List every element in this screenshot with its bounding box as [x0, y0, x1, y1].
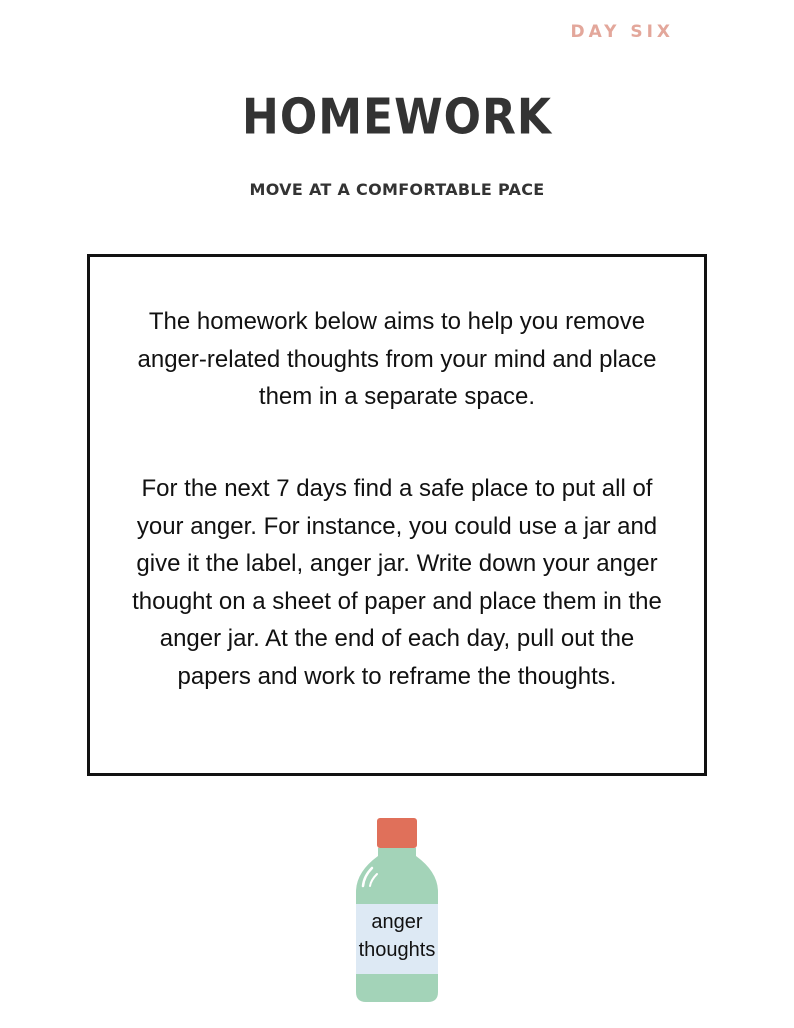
bottle-label-text	[349, 908, 445, 964]
bottle-label-line-2: thoughts	[358, 939, 436, 961]
instructions-paragraph-2: For the next 7 days find a safe place to put all of your anger. For instance, you could use a jar and give it the label, anger jar. Write down your anger thought on a sheet of paper and place them in the anger jar. At the end of each day, pull out the papers and work to reframe the thoughts.	[132, 475, 662, 690]
bottle-label-line-1: anger	[371, 911, 423, 933]
day-label: DAY SIX	[570, 22, 674, 42]
bottle-cap	[377, 818, 417, 848]
page-title: HOMEWORK	[242, 88, 552, 147]
instructions-box	[87, 254, 707, 776]
page-subtitle: MOVE AT A COMFORTABLE PACE	[249, 180, 545, 199]
instructions-paragraph-1: The homework below aims to help you remove anger-related thoughts from your mind and place them in a separate space.	[137, 308, 657, 410]
